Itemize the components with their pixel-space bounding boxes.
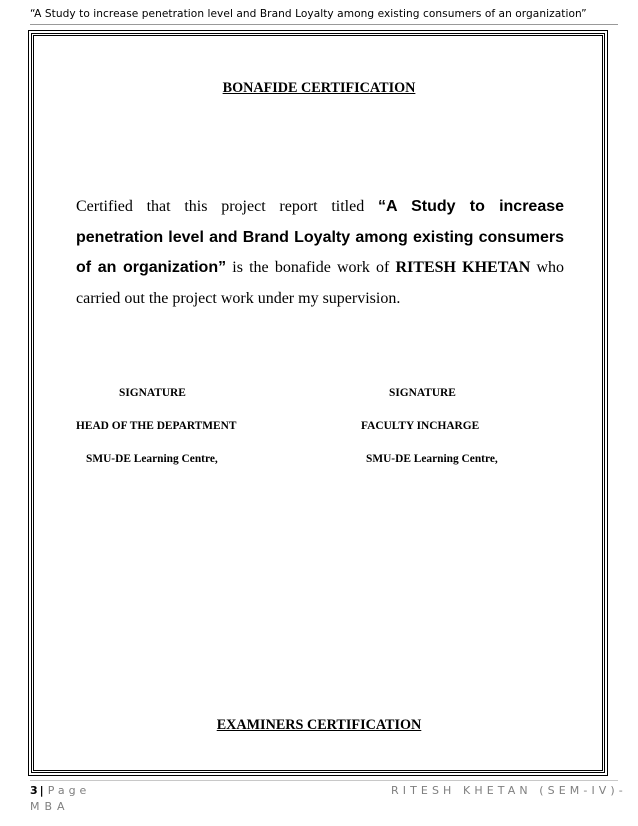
paragraph-outro: who carried out the project work under my supervision. <box>76 259 565 307</box>
bonafide-title: BONAFIDE CERTIFICATION <box>222 80 416 96</box>
signature-right-centre: SMU-DE Learning Centre, <box>366 453 498 465</box>
footer-divider <box>30 780 618 781</box>
footer-separator: | <box>39 784 44 797</box>
running-header: “A Study to increase penetration level and Brand Loyalty among existing consumers of an organization” <box>30 8 587 20</box>
page-footer-left <box>30 784 90 797</box>
student-name: RITESH KHETAN <box>395 259 531 276</box>
certification-paragraph <box>76 192 564 314</box>
signature-left-role: HEAD OF THE DEPARTMENT <box>76 420 237 432</box>
signature-right-role: FACULTY INCHARGE <box>361 420 480 432</box>
page-border-inner <box>33 35 603 771</box>
paragraph-intro: Certified that this project report titled <box>76 198 378 215</box>
page-number: 3 <box>30 784 38 797</box>
footer-author-wrap: MBA <box>30 800 70 813</box>
project-title: “A Study to increase penetration level and Brand Loyalty among existing consumers of an organization” <box>76 198 565 276</box>
page-label: Page <box>47 784 91 797</box>
examiners-title: EXAMINERS CERTIFICATION <box>216 717 422 733</box>
footer-author-info: RITESH KHETAN (SEM-IV)- <box>391 784 627 797</box>
signature-right-label: SIGNATURE <box>389 387 456 399</box>
paragraph-mid: is the bonafide work of <box>226 259 396 276</box>
signature-left-label: SIGNATURE <box>119 387 186 399</box>
signature-left-centre: SMU-DE Learning Centre, <box>86 453 218 465</box>
header-divider <box>30 24 618 25</box>
